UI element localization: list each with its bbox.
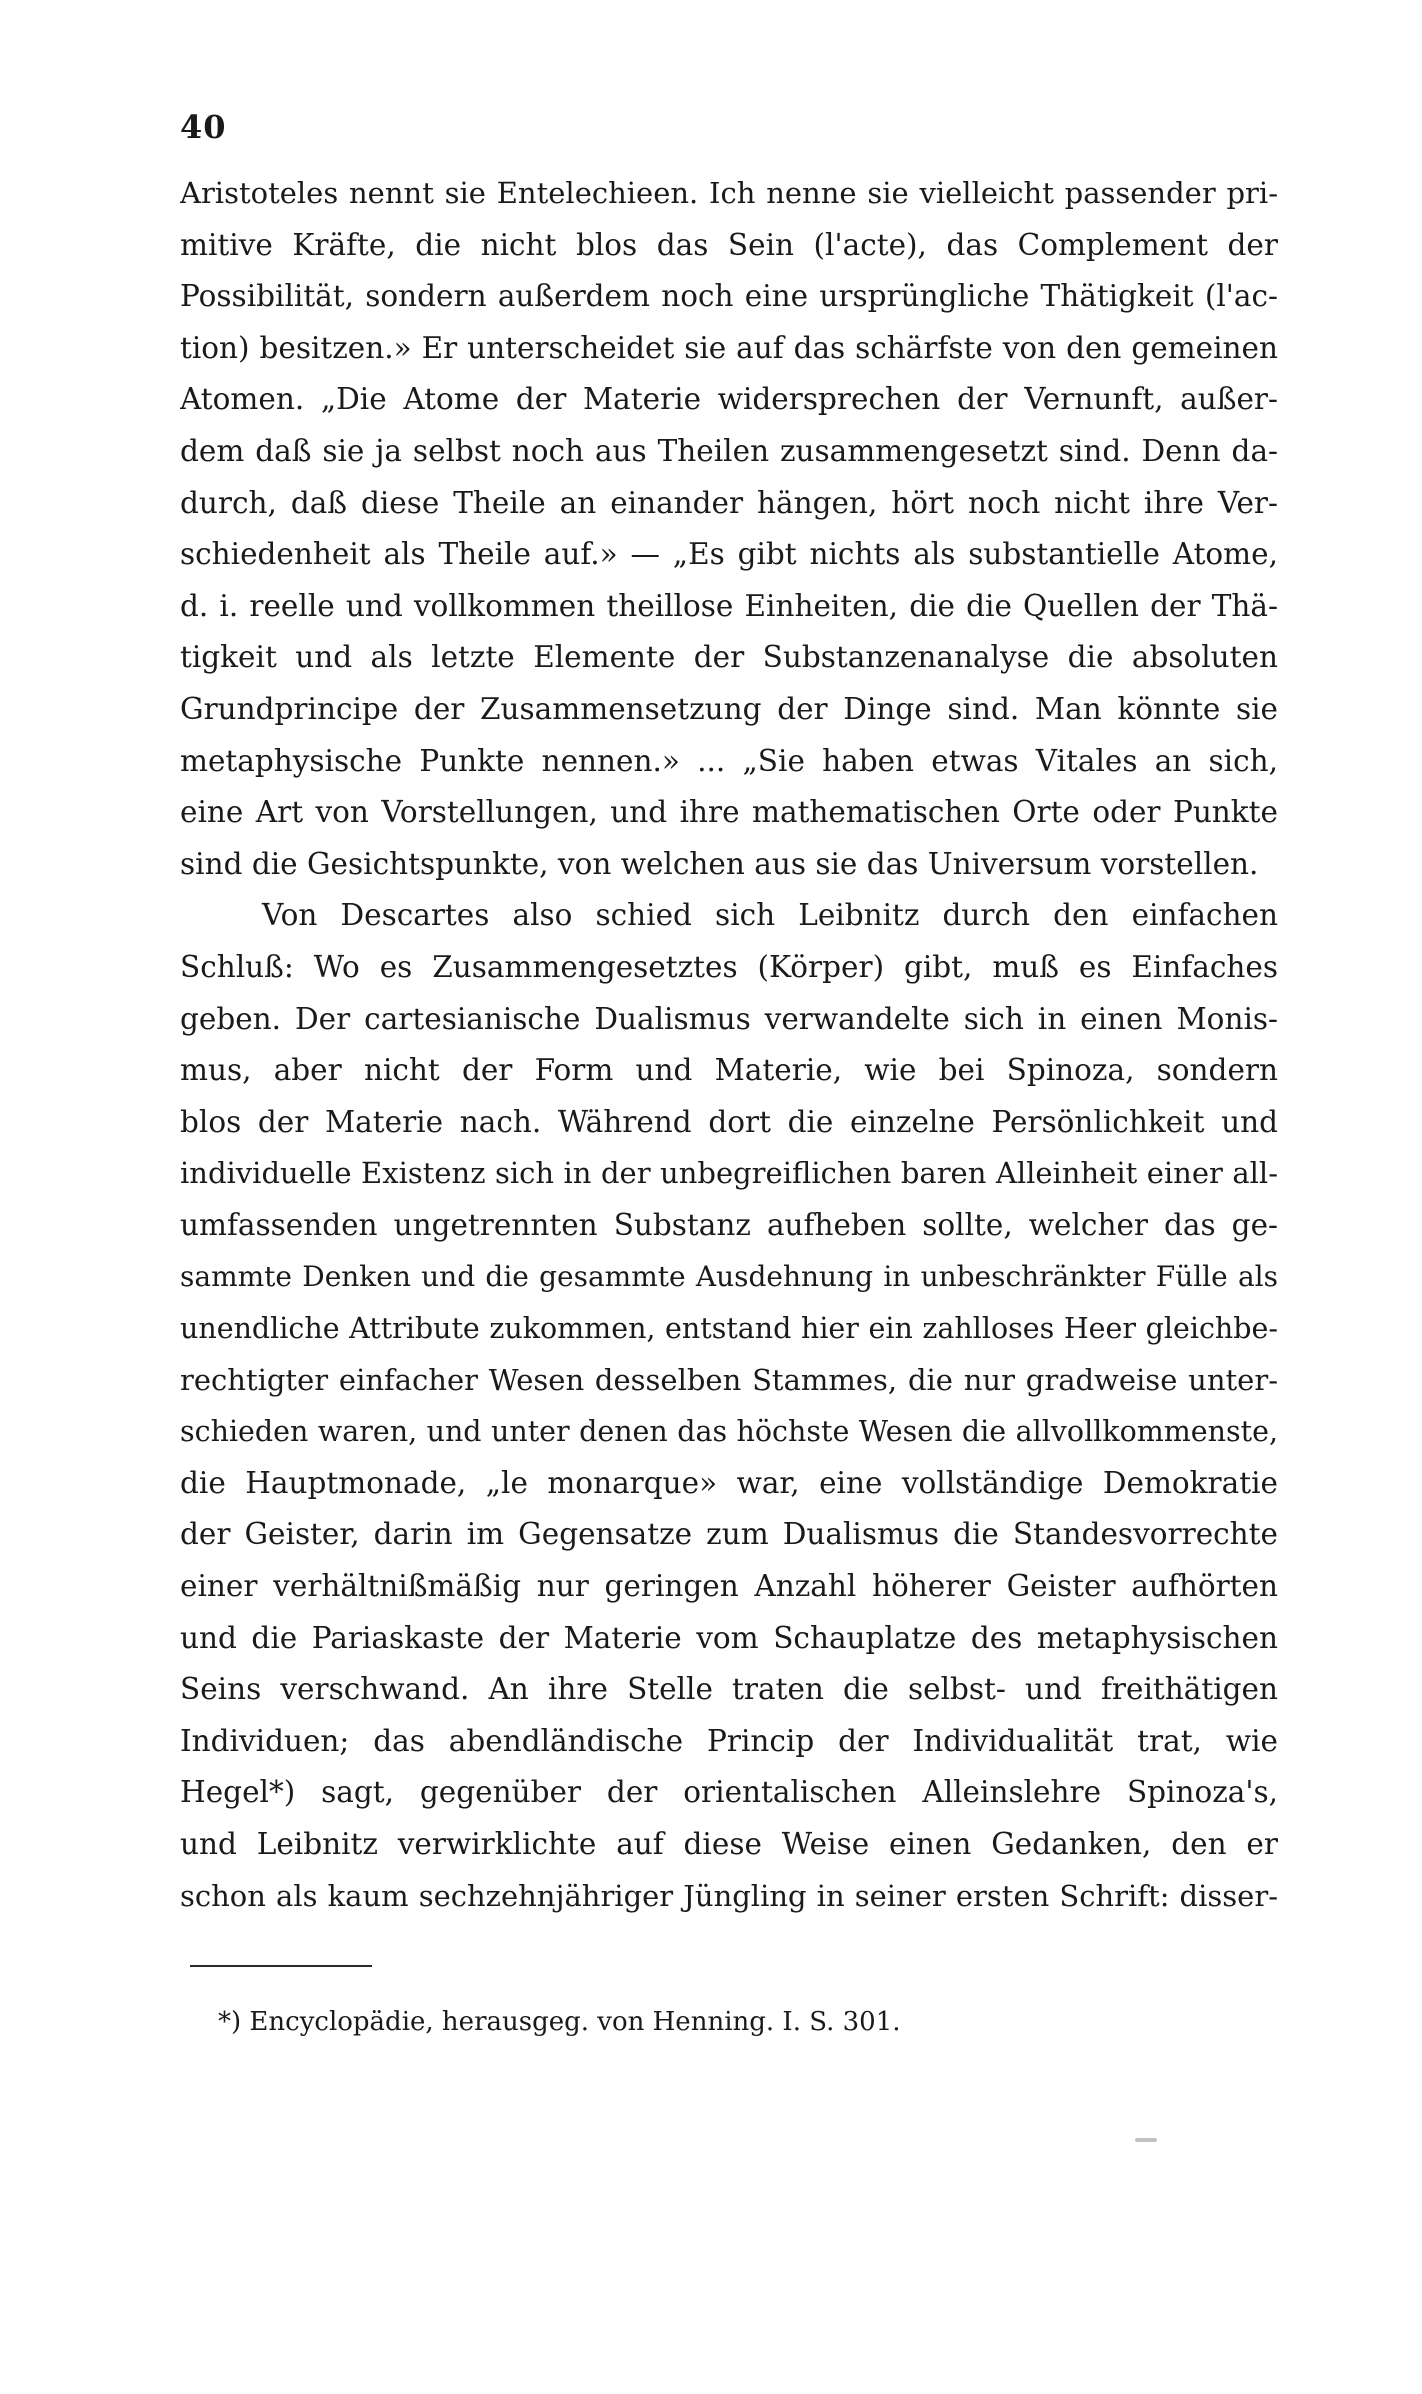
text-line: Individuen; das abendländische Princip der Individualität trat, wie bbox=[180, 1723, 1278, 1758]
paragraph-end-line: sind die Gesichtspunkte, von welchen aus sie das Universum vorstellen. bbox=[180, 846, 1259, 881]
footnote-divider bbox=[190, 1965, 372, 1967]
text-line: und die Pariaskaste der Materie vom Schauplatze des metaphysischen bbox=[180, 1620, 1278, 1655]
text-line: sammte Denken und die gesammte Ausdehnung in unbeschränkter Fülle als bbox=[180, 1260, 1278, 1294]
text-line: Schluß: Wo es Zusammengesetztes (Körper) gibt, muß es Einfaches bbox=[180, 949, 1278, 984]
text-line: unendliche Attribute zukommen, entstand hier ein zahlloses Heer gleichbe- bbox=[180, 1312, 1278, 1346]
text-line: Grundprincipe der Zusammensetzung der Dinge sind. Man könnte sie bbox=[180, 691, 1278, 726]
text-line: umfassenden ungetrennten Substanz aufheben sollte, welcher das ge- bbox=[180, 1207, 1278, 1242]
text-line: tigkeit und als letzte Elemente der Substanzenanalyse die absoluten bbox=[180, 640, 1278, 675]
text-line: Atomen. „Die Atome der Materie widersprechen der Vernunft, außer- bbox=[180, 382, 1278, 417]
text-line: individuelle Existenz sich in der unbegreiflichen baren Alleinheit einer all- bbox=[180, 1156, 1278, 1191]
text-line: schieden waren, und unter denen das höchste Wesen die allvollkommenste, bbox=[180, 1415, 1278, 1449]
text-line: Possibilität, sondern außerdem noch eine ursprüngliche Thätigkeit (l'ac- bbox=[180, 279, 1278, 314]
text-line: dem daß sie ja selbst noch aus Theilen zusammengesetzt sind. Denn da- bbox=[180, 433, 1278, 468]
paragraph-start-line: Von Descartes also schied sich Leibnitz durch den einfachen bbox=[262, 898, 1278, 933]
footnote: *) Encyclopädie, herausgeg. von Henning. I. S. 301. bbox=[218, 2007, 901, 2037]
text-line: der Geister, darin im Gegensatze zum Dualismus die Standesvorrechte bbox=[180, 1517, 1278, 1552]
text-line: Seins verschwand. An ihre Stelle traten die selbst- und freithätigen bbox=[180, 1672, 1278, 1707]
text-line: geben. Der cartesianische Dualismus verwandelte sich in einen Monis- bbox=[180, 1001, 1278, 1036]
text-line: und Leibnitz verwirklichte auf diese Weise einen Gedanken, den er bbox=[180, 1827, 1278, 1861]
text-line: die Hauptmonade, „le monarque» war, eine vollständige Demokratie bbox=[180, 1465, 1278, 1500]
text-line: Aristoteles nennt sie Entelechieen. Ich nenne sie vielleicht passender pri- bbox=[180, 176, 1278, 210]
text-line: blos der Materie nach. Während dort die einzelne Persönlichkeit und bbox=[180, 1104, 1278, 1139]
text-line: schon als kaum sechzehnjähriger Jüngling in seiner ersten Schrift: disser- bbox=[180, 1878, 1278, 1913]
text-line: Hegel*) sagt, gegenüber der orientalischen Alleinslehre Spinoza's, bbox=[180, 1775, 1278, 1810]
paper-speck bbox=[1135, 2138, 1157, 2142]
text-line: einer verhältnißmäßig nur geringen Anzahl höherer Geister aufhörten bbox=[180, 1569, 1278, 1604]
text-line: mus, aber nicht der Form und Materie, wie bei Spinoza, sondern bbox=[180, 1053, 1278, 1088]
text-line: rechtigter einfacher Wesen desselben Stammes, die nur gradweise unter- bbox=[180, 1362, 1278, 1397]
text-line: durch, daß diese Theile an einander hängen, hört noch nicht ihre Ver- bbox=[180, 485, 1278, 520]
text-line: metaphysische Punkte nennen.» ... „Sie haben etwas Vitales an sich, bbox=[180, 743, 1278, 778]
text-line: d. i. reelle und vollkommen theillose Einheiten, die die Quellen der Thä- bbox=[180, 588, 1278, 623]
page-number: 40 bbox=[180, 108, 227, 146]
text-line: mitive Kräfte, die nicht blos das Sein (l'acte), das Complement der bbox=[180, 227, 1278, 262]
text-line: eine Art von Vorstellungen, und ihre mathematischen Orte oder Punkte bbox=[180, 795, 1278, 830]
body-text bbox=[180, 168, 1278, 1922]
text-line: schiedenheit als Theile auf.» — „Es gibt nichts als substantielle Atome, bbox=[180, 537, 1278, 572]
text-line: tion) besitzen.» Er unterscheidet sie auf das schärfste von den gemeinen bbox=[180, 330, 1278, 365]
